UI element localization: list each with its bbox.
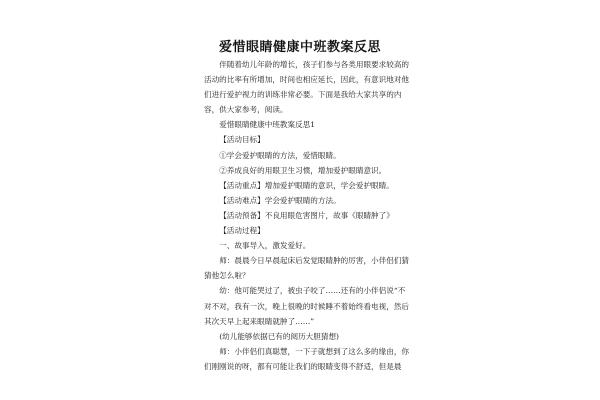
process-step-1: 一、故事导入，激发爱好。 <box>219 241 311 251</box>
intro-paragraph: 伴随着幼儿年龄的增长，孩子们参与各类用眼要求较高的活动的比率有所增加，时间也相应延长，因此，有意识地对他们进行爱护视力的训练非常必要。下面是我给大家共享的内容，供大家参考，阅读。 <box>204 60 410 115</box>
document-body <box>204 57 412 374</box>
child-paragraph-1: 幼：他可能哭过了，被虫子咬了……还有的小伴侣说“不对不对，我有一次，晚上很晚的时候睡不着始终看电视，然后其次天早上起来眼睛就肿了……” <box>204 286 410 326</box>
section-title: 爱惜眼睛健康中班教案反思1 <box>219 120 316 130</box>
teacher-paragraph-2: 师：小伴侣们真聪慧，一下子就想到了这么多的缘由，你们刚刚说的呀，都有可能让我们的眼睛变得不舒适，但是晨 <box>204 346 410 371</box>
activity-difficulty: 【活动难点】学会爱护眼睛的方法。 <box>219 195 341 205</box>
goal-item-1: ①学会爱护眼睛的方法，爱惜眼睛。 <box>219 150 341 160</box>
observation-note: (幼儿能够依据已有的阅历大胆猜想) <box>219 331 340 341</box>
activity-process-heading: 【活动过程】 <box>219 226 265 236</box>
activity-preparation: 【活动预备】不良用眼危害图片，故事《眼睛肿了》 <box>219 210 394 220</box>
document-title: 爱惜眼睛健康中班教案反思 <box>218 40 381 55</box>
activity-focus: 【活动重点】增加爱护眼睛的意识，学会爱护眼睛。 <box>219 180 394 190</box>
teacher-paragraph-1: 师：晨晨今日早晨起床后发觉眼睛肿的厉害，小伴侣们猜猜他怎么啦？ <box>204 256 410 281</box>
activity-goal-heading: 【活动目标】 <box>219 135 265 145</box>
goal-item-2: ②养成良好的用眼卫生习惯，增加爱护眼睛意识。 <box>219 165 387 175</box>
